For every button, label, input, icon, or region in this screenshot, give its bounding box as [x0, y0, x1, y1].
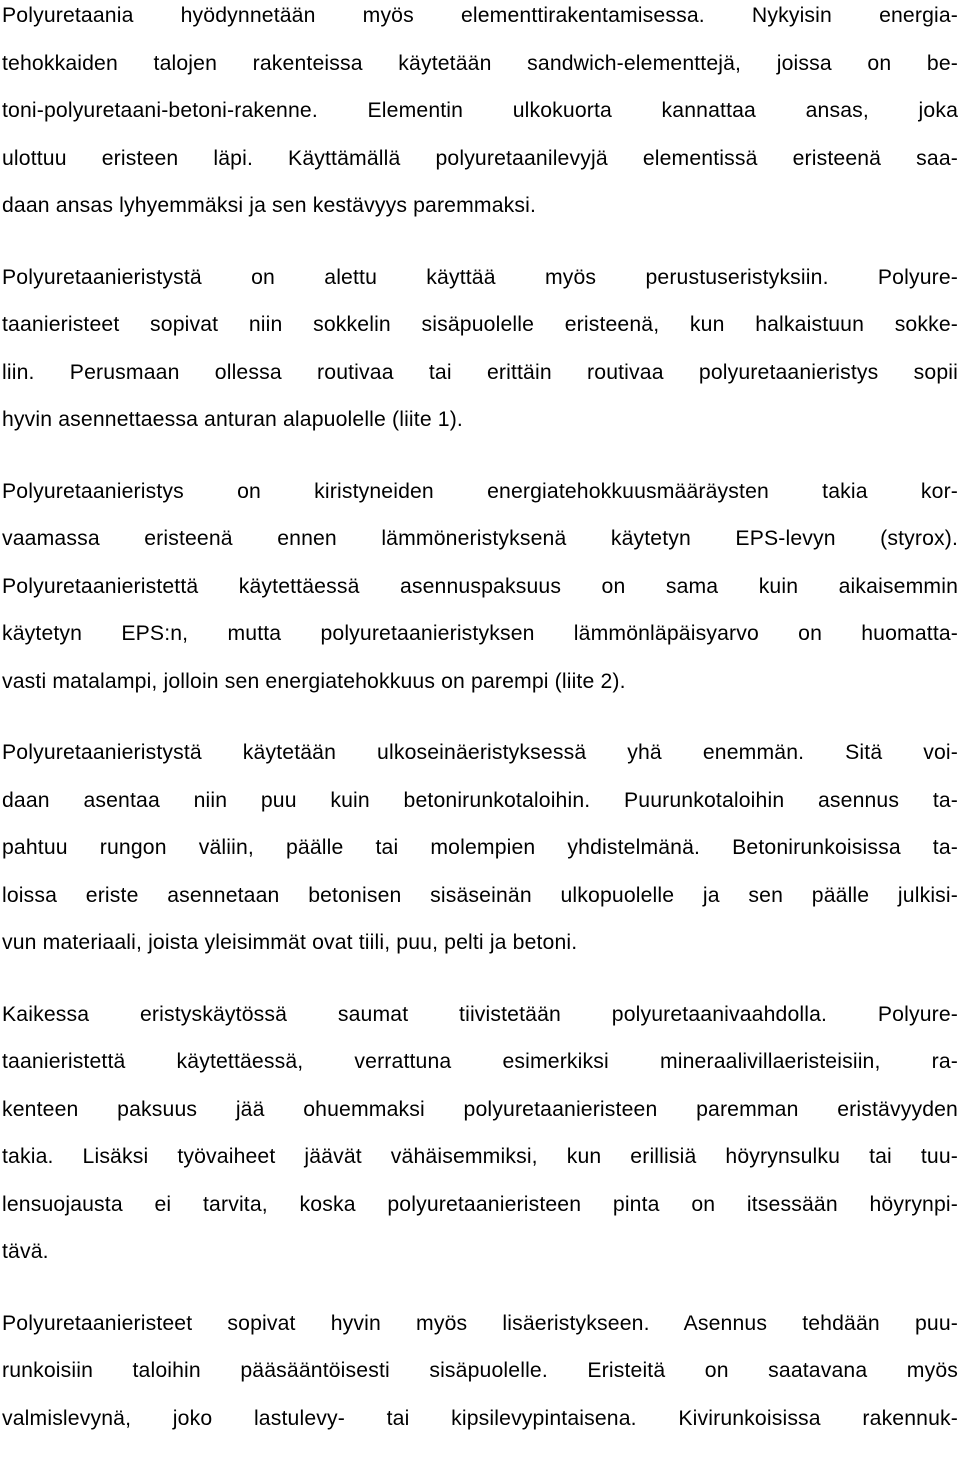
- paragraph-ulkoseinaeristys: [0, 729, 960, 967]
- text-line: daan asentaa niin puu kuin betonirunkotaloihin. Puurunkotaloihin asennus ta-: [2, 788, 958, 812]
- text-line: ulottuu eristeen läpi. Käyttämällä polyuretaanilevyjä elementissä eristeenä saa-: [2, 146, 958, 170]
- paragraph-saumat: [0, 991, 960, 1276]
- text-line: pahtuu rungon väliin, päälle tai molempien yhdistelmänä. Betonirunkoisissa ta-: [2, 836, 958, 859]
- text-line: Polyuretaanieristystä on alettu käyttää myös perustuseristyksiin. Polyure-: [2, 265, 958, 289]
- text-line: Polyuretaanieristeet sopivat hyvin myös lisäeristykseen. Asennus tehdään puu-: [2, 1311, 958, 1335]
- text-line: taanieristettä käytettäessä, verrattuna esimerkiksi mineraalivillaeristeisiin, ra-: [2, 1050, 958, 1073]
- text-line: kenteen paksuus jää ohuemmaksi polyuretaanieristeen paremman eristävyyden: [2, 1097, 958, 1121]
- text-line: toni-polyuretaani-betoni-rakenne. Elementin ulkokuorta kannattaa ansas, joka: [2, 99, 958, 122]
- text-line: Polyuretaania hyödynnetään myös elementtirakentamisessa. Nykyisin energia-: [2, 4, 958, 27]
- text-line: Kaikessa eristyskäytössä saumat tiivistetään polyuretaanivaahdolla. Polyure-: [2, 1002, 958, 1026]
- text-line: Polyuretaanieristystä käytetään ulkoseinäeristyksessä yhä enemmän. Sitä voi-: [2, 741, 958, 764]
- text-line: valmislevynä, joko lastulevy- tai kipsilevypintaisena. Kivirunkoisissa rakennuk-: [2, 1406, 958, 1430]
- text-line: daan ansas lyhyemmäksi ja sen kestävyys paremmaksi.: [2, 194, 537, 217]
- paragraph-energiatehokkuus: [0, 468, 960, 706]
- text-line: loissa eriste asennetaan betonisen sisäseinän ulkopuolelle ja sen päälle julkisi-: [2, 883, 958, 907]
- text-line: lensuojausta ei tarvita, koska polyuretaanieristeen pinta on itsessään höyrynpi-: [2, 1192, 958, 1216]
- text-line: käytetyn EPS:n, mutta polyuretaanieristyksen lämmönläpäisyarvo on huomatta-: [2, 622, 958, 645]
- text-line: vun materiaali, joista yleisimmät ovat tiili, puu, pelti ja betoni.: [2, 931, 578, 954]
- text-line: vaamassa eristeenä ennen lämmöneristyksenä käytetyn EPS-levyn (styrox).: [2, 527, 958, 550]
- text-line: hyvin asennettaessa anturan alapuolelle (liite 1).: [2, 408, 463, 431]
- text-line: vasti matalampi, jolloin sen energiatehokkuus on parempi (liite 2).: [2, 669, 626, 693]
- text-line: Polyuretaanieristettä käytettäessä asennuspaksuus on sama kuin aikaisemmin: [2, 574, 958, 598]
- text-line: tävä.: [2, 1240, 49, 1263]
- paragraph-lisaeristys: [0, 1300, 960, 1443]
- text-line: takia. Lisäksi työvaiheet jäävät vähäisemmiksi, kun erillisiä höyrynsulku tai tuu-: [2, 1145, 958, 1168]
- paragraph-perustuseristys: [0, 254, 960, 444]
- text-line: runkoisiin taloihin pääsääntöisesti sisäpuolelle. Eristeitä on saatavana myös: [2, 1359, 958, 1382]
- text-line: liin. Perusmaan ollessa routivaa tai erittäin routivaa polyuretaanieristys sopii: [2, 360, 958, 384]
- text-line: taanieristeet sopivat niin sokkelin sisäpuolelle eristeenä, kun halkaistuun sokke-: [2, 313, 958, 336]
- text-line: Polyuretaanieristys on kiristyneiden energiatehokkuusmääräysten takia kor-: [2, 479, 958, 503]
- paragraph-elementtirakentaminen: [0, 0, 960, 230]
- text-line: tehokkaiden talojen rakenteissa käytetään sandwich-elementtejä, joissa on be-: [2, 51, 958, 75]
